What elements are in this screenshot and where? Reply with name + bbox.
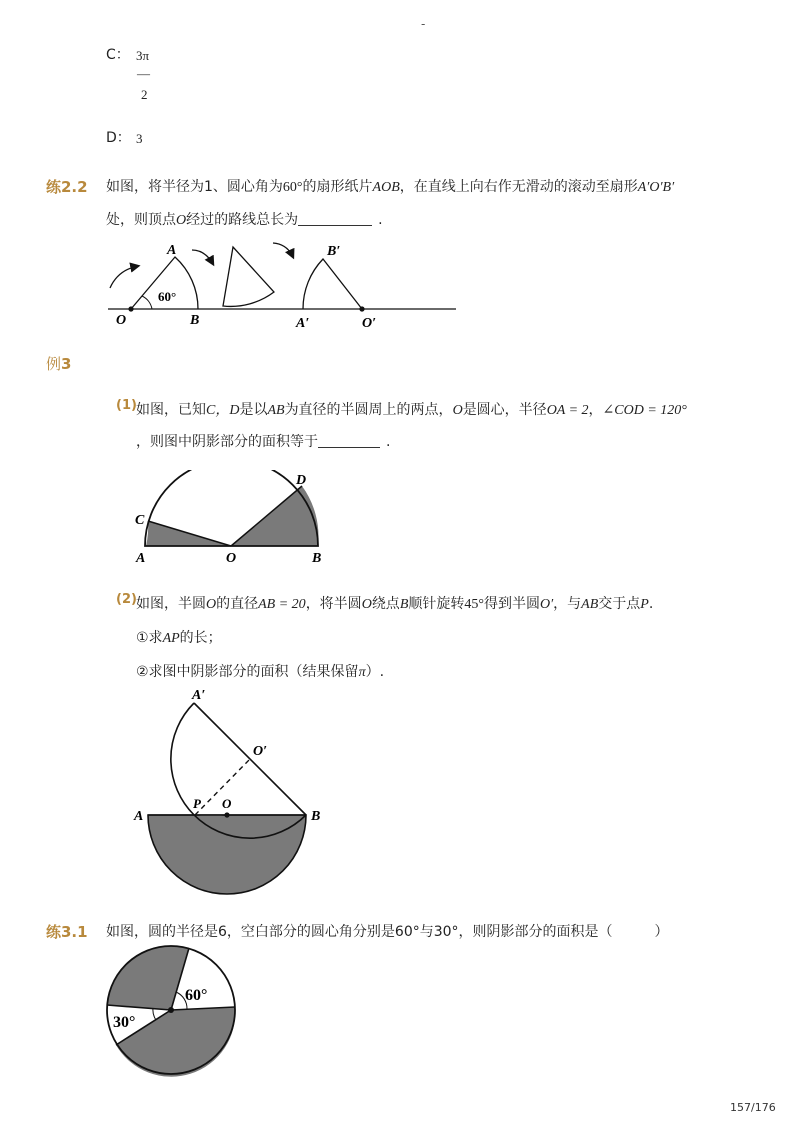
label-o: O [116, 313, 127, 328]
option-c-letter: C： [106, 47, 130, 63]
option-c-denominator: 2 [141, 87, 148, 102]
text-segment: 45° [464, 597, 484, 612]
label-a-prime: A′ [192, 688, 206, 703]
text-segment: ①求 [136, 630, 163, 646]
q2-sub-1 [136, 628, 222, 649]
label-b: B [311, 809, 321, 824]
semicircle-figure [130, 470, 330, 568]
text-segment: 为直径的半圆周上的两点， [284, 402, 453, 418]
text-segment: 如图，半圆 [136, 596, 206, 612]
text-segment: 交于点 [598, 596, 641, 612]
text-segment: ）. [365, 664, 385, 680]
text-segment: 顺针旋转 [408, 596, 465, 612]
label-b: B [312, 551, 322, 566]
label-a: A [167, 243, 177, 258]
page-number: 157/176 [730, 1101, 776, 1114]
q1-line-1 [136, 400, 687, 421]
q1-line-2 [136, 432, 390, 452]
sector-middle [223, 247, 274, 306]
text-segment: A′O′B′ [637, 180, 675, 195]
rotation-arrow-1 [110, 266, 138, 288]
text-segment: ，在直线上向右作无滑动的滚动至扇形 [399, 179, 638, 195]
text-segment: C，D [206, 403, 240, 418]
q2-line-1 [136, 594, 653, 615]
text-segment: O [452, 403, 463, 418]
text-segment: AB [267, 403, 285, 418]
text-segment: . [386, 434, 391, 450]
label-b: B [190, 313, 200, 328]
rotation-arrow-2 [192, 250, 213, 264]
text-segment: AB = 20 [258, 597, 306, 612]
point-o [128, 306, 133, 311]
text-segment: . [648, 596, 654, 612]
text-segment: 如图，已知 [136, 402, 206, 418]
angle-arc [142, 296, 152, 309]
header-mark: - [421, 17, 426, 31]
lian-2-2-label: 练2.2 [46, 178, 88, 196]
option-d-letter: D： [106, 130, 131, 146]
text-segment: ，则图中阴影部分的面积等于 [136, 434, 318, 450]
sector-a2o2b2 [303, 259, 362, 309]
option-c-numerator: 3π [136, 48, 150, 63]
text-segment: 经过的路线总长为 [186, 212, 299, 228]
li-3-label [46, 353, 71, 374]
lian-3-1-label: 练3.1 [46, 923, 88, 941]
text-segment: 的直径 [216, 596, 259, 612]
label-angle: 60° [158, 289, 177, 304]
lian-2-2-line-1 [106, 177, 674, 198]
shaded-lower-semicircle [148, 815, 306, 894]
label-d: D [296, 473, 307, 488]
label-c: C [135, 513, 145, 528]
text-segment: 得到半圆 [483, 596, 540, 612]
label-angle-60: 60° [185, 987, 208, 1004]
label-o-prime: O′ [362, 316, 377, 331]
text-segment: 如图，将半径为1、圆心角为 [106, 179, 283, 195]
text-segment: 处，则顶点 [106, 212, 176, 228]
text-segment: AP [162, 631, 180, 646]
text-segment: AB [581, 597, 599, 612]
text-segment: O [206, 597, 217, 612]
text-segment: OA = 2 [546, 403, 589, 418]
answer-blank [318, 433, 380, 448]
label-o-prime: O′ [253, 744, 268, 759]
shaded-sector-upper [107, 945, 189, 1010]
label-a-prime: A′ [296, 316, 310, 331]
label-o: O [222, 796, 232, 811]
text-segment: ∠COD = 120° [602, 403, 687, 418]
text-segment: O′ [539, 597, 554, 612]
shaded-sector-dob [231, 486, 319, 546]
lian-3-1-text: 如图，圆的半径是6，空白部分的圆心角分别是60°与30°，则阴影部分的面积是（ ） [106, 924, 669, 940]
rotated-semicircle-figure [128, 680, 328, 900]
text-segment: P [640, 597, 649, 612]
label-a: A [134, 809, 144, 824]
li-3-prefix: 例 [46, 355, 62, 373]
text-segment: B [399, 597, 409, 612]
text-segment: ，与 [553, 596, 582, 612]
circle-sectors-figure [100, 940, 245, 1080]
lian-2-2-line-2 [106, 210, 383, 231]
text-segment: . [378, 212, 383, 228]
answer-blank [298, 211, 372, 226]
rotation-arrow-3 [273, 243, 293, 257]
text-segment: ②求图中阴影部分的面积（结果保留 [136, 664, 359, 680]
label-o: O [226, 551, 237, 566]
q2-number: (2) [116, 592, 137, 607]
q1-number: (1) [116, 398, 137, 413]
text-segment: O [176, 213, 187, 228]
text-segment: 的扇形纸片 [302, 179, 373, 195]
text-segment: 的长； [179, 630, 222, 646]
label-b-prime: B′ [327, 244, 341, 259]
text-segment: AOB [372, 180, 400, 195]
option-d-value: 3 [136, 131, 143, 146]
center-point [168, 1007, 174, 1013]
li-3-number: 3 [61, 355, 72, 373]
text-segment: π [358, 665, 366, 680]
text-segment: ， [588, 402, 603, 418]
text-segment: 是以 [239, 402, 268, 418]
angle-arc-30 [153, 1008, 156, 1020]
point-o [224, 812, 229, 817]
rotated-semicircle-fill [171, 703, 306, 815]
text-segment: 是圆心，半径 [462, 402, 547, 418]
option-c-fraction-bar: — [137, 66, 149, 81]
label-p: P [193, 796, 201, 811]
point-o-prime [359, 306, 364, 311]
rolling-sector-figure [100, 238, 460, 336]
text-segment: 绕点 [371, 596, 400, 612]
label-angle-30: 30° [113, 1014, 136, 1031]
text-segment: ，将半圆 [305, 596, 362, 612]
label-a: A [136, 551, 146, 566]
text-segment: 60° [282, 180, 303, 195]
text-segment: O [361, 597, 372, 612]
